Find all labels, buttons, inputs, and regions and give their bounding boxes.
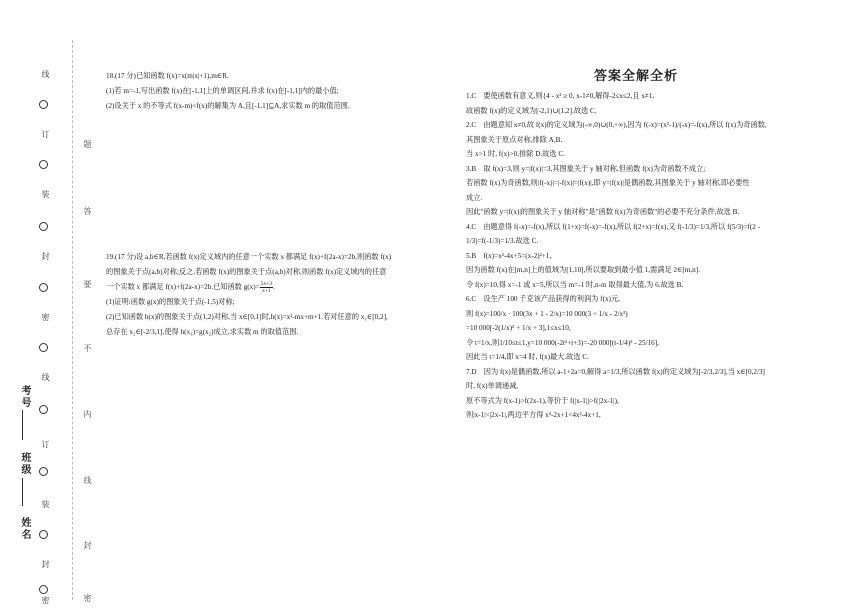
- answer-line: 若函数 f(x)为奇函数,则|f(-x)|=|-f(x)|=|f(x)|,即 y=|f(x)|是偶函数,其图象关于 y 轴对称,即必要性: [466, 179, 750, 187]
- question-18-stem: 18.(17 分)已知函数 f(x)=x(m|x|+1),m∈R.: [106, 72, 229, 80]
- question-19: [106, 250, 441, 340]
- answer-line: 时, f(x)单调递减,: [466, 382, 519, 390]
- binding-warning-char: 答: [83, 207, 92, 215]
- question-19-stem-line2: 的图象关于点(a,b)对称;反之,若函数 f(x)的图象关于点(a,b)对称,则函数 f(x)定义域内的任意: [106, 268, 387, 276]
- fraction-g: $\frac{5x+3}{x+1}$: [260, 280, 273, 294]
- class-label: 班级: [19, 452, 30, 476]
- answer-line: 1/3)=f(-1/3)=1/3.故选 C.: [466, 237, 539, 245]
- binding-char: 密: [41, 313, 50, 321]
- question-18-part1: (1)若 m=-1,写出函数 f(x)在[-1,1]上的单调区间,并求 f(x)在[-1,1]内的最小值;: [106, 87, 339, 95]
- binding-char: 线: [41, 70, 50, 78]
- binding-circle: [39, 160, 48, 169]
- answer-line: 其图象关于原点对称,排除 A,B.: [466, 135, 563, 144]
- answer-line: 令 t=1/x,则1/10≤t≤1,y=10 000(-2t²+t+3)=-20 000[(t-1/4)² - 25/16],: [466, 338, 659, 347]
- answer-line: =10 000[-2(1/x)² + 1/x + 3],1≤x≤10,: [466, 324, 571, 332]
- binding-circle: [39, 530, 48, 539]
- binding-warning-char: 封: [83, 541, 92, 549]
- binding-warning-char: 题: [83, 140, 92, 148]
- answer-line: 6.C 设生产 100 千克该产品获得的利润为 f(x)元,: [466, 295, 620, 303]
- binding-warning-char: 不: [83, 344, 92, 352]
- answer-line: 令 f(x)=10,得 x=-1 或 x=5,所以当 m=-1 时,n-m 取得最大值,为 6.故选 B.: [466, 280, 684, 289]
- answers-title: 答案全解全析: [593, 68, 678, 83]
- binding-circle: [39, 585, 48, 594]
- answer-line: 成立.: [466, 193, 483, 202]
- answer-line: 原不等式为 f(x-1)>f(2x-1),等价于 f(|x-1|)>f(|2x-1|),: [466, 396, 619, 405]
- binding-circle: [39, 343, 48, 352]
- answer-line: 2.C 由题意知 x≠0,故 f(x)的定义域为(-∞,0)∪(0,+∞),因为 f(-x)=(x²-1)/(-x)=-f(x),所以 f(x)为奇函数,: [466, 121, 767, 129]
- question-19-stem-line3: 一个实数 x 都满足 f(x)+f(2a-x)=2b.已知函数 g(x)= $\frac{5x+3}{x+1}$ .: [106, 280, 275, 294]
- answer-line: 因此当 t=1/4,即 x=4 时, f(x)最大.故选 C.: [466, 353, 589, 361]
- answer-line: 7.D 因为 f(x)是偶函数,所以 a-1+2a=0,解得 a=1/3,所以函数 f(x)的定义域为[-2/3,2/3],当 x∈[0,2/3]: [466, 367, 765, 376]
- binding-char: 线: [41, 373, 50, 381]
- binding-char: 装: [41, 190, 50, 198]
- binding-char: 订: [41, 440, 50, 448]
- question-19-part1: (1)证明:函数 g(x)的图象关于点(-1,5)对称;: [106, 298, 235, 306]
- binding-warning-char: 线: [83, 476, 92, 484]
- binding-warning-char: 要: [83, 280, 92, 288]
- binding-char: 装: [41, 500, 50, 508]
- binding-char: 订: [41, 130, 50, 138]
- answer-line: 4.C 由题意得 f(-x)=-f(x),所以 f(1+x)=f(-x)=-f(x),所以 f(2+x)=f(x),又 f(-1/3)=1/3,所以 f(5/3)=f(2 -: [466, 222, 761, 231]
- answer-line: 3.B 取 f(x)=3,则 y=|f(x)|=3,其图象关于 y 轴对称,但函数 f(x)为奇函数不成立;: [466, 164, 706, 173]
- binding-circle: [39, 405, 48, 414]
- answer-line: 当 x>1 时, f(x)>0,排除 D.故选 C.: [466, 150, 565, 158]
- exam-number-label: 考号: [19, 385, 30, 409]
- binding-warning-char: 密: [83, 594, 92, 602]
- answer-line: 则 f(x)=100/x · 100(3x + 1 - 2/x)=10 000(3 + 1/x - 2/x²): [466, 309, 628, 318]
- question-19-stem-line1: 19.(17 分)设 a,b∈R,若函数 f(x)定义域内的任意一个实数 x 都满足 f(x)+f(2a-x)=2b,则函数 f(x): [106, 253, 392, 261]
- binding-warning-char: 内: [83, 410, 92, 418]
- binding-circle: [39, 467, 48, 476]
- exam-number-line: [22, 410, 23, 440]
- class-line: [22, 478, 23, 506]
- question-19-part2: (2)已知函数 h(x)的图象关于点(1,2)对称,当 x∈[0,1]时,h(x)=x²-mx+m+1.若对任意的 x₁∈[0,2],: [106, 313, 388, 321]
- answer-line: 5.B f(x)=x²-4x+5=(x-2)²+1,: [466, 251, 552, 260]
- binding-dashed-line: [72, 40, 73, 600]
- binding-circle: [39, 283, 48, 292]
- answer-line: 则|x-1|<|2x-1|,两边平方得 x²-2x+1<4x²-4x+1,: [466, 411, 601, 419]
- question-19-part2-cont: 总存在 x₂∈[-2/3,1],使得 h(x₁)=g(x₂)成立,求实数 m 的取值范围.: [106, 328, 299, 336]
- answers-body: [466, 89, 834, 423]
- answer-line: 故函数 f(x)的定义域为[-2,1)∪(1,2].故选 C.: [466, 106, 597, 115]
- name-label: 姓名: [19, 517, 30, 541]
- binding-circle: [39, 222, 48, 231]
- binding-char: 封: [41, 252, 50, 260]
- binding-char: 密: [41, 596, 50, 604]
- binding-circle: [39, 100, 48, 109]
- binding-char: 封: [41, 560, 50, 568]
- answer-line: 因此"函数 y=|f(x)|的图象关于 y 轴对称"是"函数 f(x)为奇函数"的必要不充分条件,故选 B.: [466, 208, 740, 216]
- question-18-part2: (2)设关于 x 的不等式 f(x-m)<f(x)的解集为 A,且[-1,1]⊆A,求实数 m 的取值范围.: [106, 102, 350, 110]
- binding-margin: [0, 0, 96, 608]
- question-18: [106, 69, 441, 114]
- answer-line: 1.C 要使函数有意义,则{4 - x² ≥ 0, x-1≠0,解得-2≤x≤2,且 x≠1,: [466, 92, 655, 100]
- answer-line: 因为函数 f(x)在[m,n]上的值域为[1,10],所以要取到最小值 1,需满足 2∈[m,n].: [466, 266, 700, 274]
